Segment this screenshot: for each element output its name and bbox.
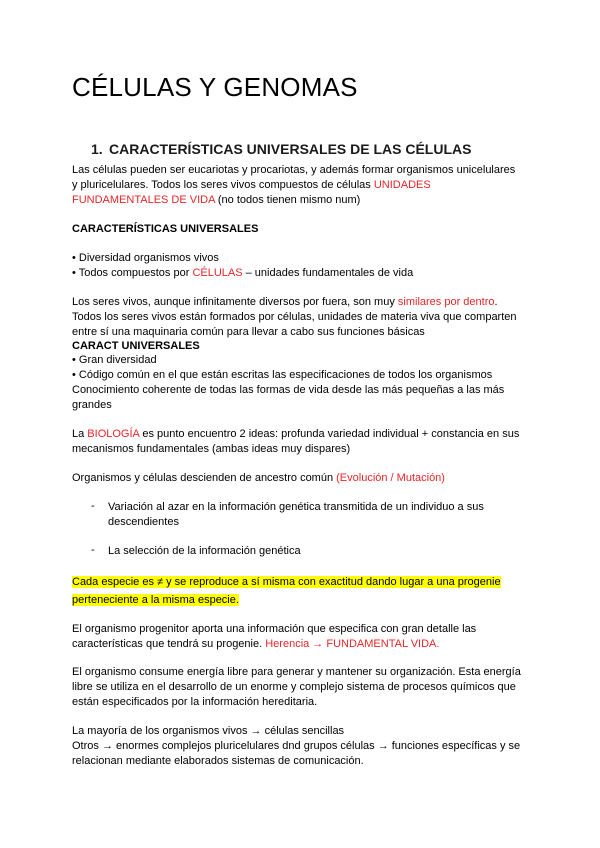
- section-heading-text: CARACTERÍSTICAS UNIVERSALES DE LAS CÉLULAS: [109, 141, 472, 157]
- para5-line-1: El organismo progenitor aporta una información que especifica con gran detalle las: [72, 623, 477, 635]
- dash-item-2: La selección de la información genética: [108, 545, 301, 557]
- para5-line-2: características que tendrá su progenie. Herencia → FUNDAMENTAL VIDA.: [72, 638, 440, 650]
- dash-marker-1: -: [91, 500, 95, 512]
- para4-line: Organismos y células descienden de ancestro común (Evolución / Mutación): [72, 472, 445, 484]
- para7-line-2: Otros → enormes complejos pluricelulares dnd grupos células → funciones específicas y se: [72, 740, 521, 752]
- para6-line-1: El organismo consume energía libre para generar y mantener su organización. Esta energía: [72, 666, 521, 678]
- para2-line-2: Todos los seres vivos están formados por células, unidades de materia viva que comparten: [72, 311, 517, 323]
- intro-line-3: FUNDAMENTALES DE VIDA (no todos tienen mismo num): [72, 194, 361, 206]
- bullet-gran-diversidad: • Gran diversidad: [72, 354, 157, 366]
- section-number: 1.: [91, 141, 103, 157]
- para2-line-1: Los seres vivos, aunque infinitamente diversos por fuera, son muy similares por dentro.: [72, 296, 498, 308]
- bullet-diversity: • Diversidad organismos vivos: [72, 252, 219, 264]
- para6-line-2: libre se utiliza en el desarrollo de un enorme y complejo sistema de procesos químicos que: [72, 681, 516, 693]
- para7-line-3: relacionan mediante elaborados sistemas de comunicación.: [72, 755, 364, 767]
- para3-line-1: La BIOLOGÍA es punto encuentro 2 ideas: profunda variedad individual + constancia en sus: [72, 428, 520, 440]
- bullet-cells: • Todos compuestos por CÉLULAS – unidades fundamentales de vida: [72, 267, 414, 279]
- para6-line-3: están especificados por la información hereditaria.: [72, 696, 318, 708]
- dash-marker-2: -: [91, 544, 95, 556]
- para3-line-2: mecanismos fundamentales (ambas ideas muy dispares): [72, 443, 351, 455]
- intro-line-1: Las células pueden ser eucariotas y procariotas, y además formar organismos unicelulares: [72, 164, 516, 176]
- highlight-line-2: perteneciente a la misma especie.: [72, 594, 239, 606]
- document-title: CÉLULAS Y GENOMAS: [72, 72, 358, 102]
- dash-item-1-line-2: descendientes: [108, 516, 179, 528]
- conocimiento-line-2: grandes: [72, 399, 112, 411]
- subheading-caract: CARACT UNIVERSALES: [72, 340, 200, 352]
- para7-line-1: La mayoría de los organismos vivos → células sencillas: [72, 725, 345, 737]
- intro-line-2: y pluricelulares. Todos los seres vivos compuestos de células UNIDADES: [72, 179, 431, 191]
- highlight-line-1: Cada especie es ≠ y se reproduce a sí misma con exactitud dando lugar a una progenie: [72, 576, 501, 588]
- subheading-universal: CARACTERÍSTICAS UNIVERSALES: [72, 223, 259, 235]
- dash-item-1-line-1: Variación al azar en la información genética transmitida de un individuo a sus: [108, 501, 484, 513]
- section-heading: [91, 141, 471, 157]
- bullet-codigo-comun: • Código común en el que están escritas las especificaciones de todos los organismos: [72, 369, 493, 381]
- conocimiento-line-1: Conocimiento coherente de todas las formas de vida desde las más pequeñas a las más: [72, 384, 505, 396]
- para2-line-3: entre sí una maquinaria común para llevar a cabo sus funciones básicas: [72, 326, 425, 338]
